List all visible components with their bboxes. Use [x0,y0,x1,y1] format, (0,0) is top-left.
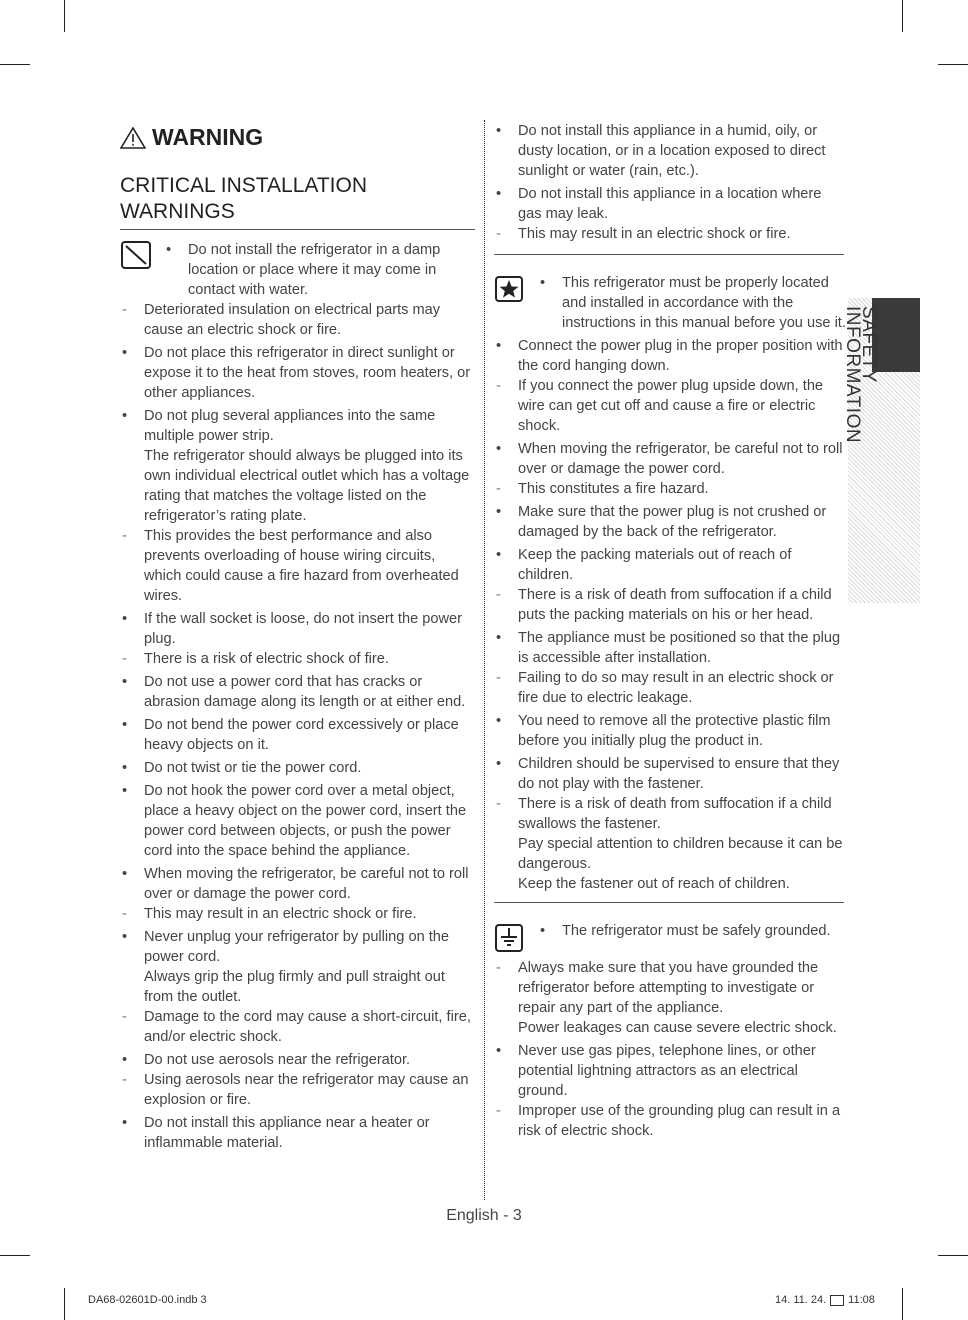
list-item: • The appliance must be positioned so that the plug is accessible after installation. [494,628,848,668]
side-tab-marker [872,298,920,372]
list-item: Always grip the plug firmly and pull straight out from the outlet. [144,969,445,1005]
list-item: - This may result in an electric shock or fire. [494,224,848,244]
list-item: • The refrigerator must be safely grounded. [538,921,848,941]
ground-icon [494,923,524,953]
crop-mark [902,1288,903,1320]
crop-mark [64,1288,65,1320]
list-item: • You need to remove all the protective plastic film before you initially plug the product in. [494,711,848,751]
list-item: Keep the fastener out of reach of children. [518,876,790,892]
list-item: • Never use gas pipes, telephone lines, or other potential lightning attractors as an electrical ground. [494,1041,848,1101]
list-item: • If the wall socket is loose, do not insert the power plug. [120,609,475,649]
list-item: • Do not hook the power cord over a metal object, place a heavy object on the power cord, insert the power cord between objects, or push the power cord into the space behind the appliance. [120,781,475,861]
right-bottom-list [494,958,848,1141]
list-item: - Failing to do so may result in an electric shock or fire due to electric leakage. [494,668,848,708]
crop-mark [64,0,65,32]
separator [494,902,844,903]
right-column [494,118,848,1141]
separator [494,254,844,255]
warning-triangle-icon [120,127,146,149]
column-divider [484,120,485,1200]
list-item: - There is a risk of death from suffocation if a child swallows the fastener. [494,794,848,834]
list-item: • This refrigerator must be properly located and installed in accordance with the instructions in this manual before you use it. [538,273,848,333]
important-star-icon [494,275,524,303]
list-item: • Do not install this appliance near a heater or inflammable material. [120,1113,475,1153]
page-number: English - 3 [446,1207,522,1224]
list-item: • When moving the refrigerator, be careful not to roll over or damage the power cord. [494,439,848,479]
list-item: • Never unplug your refrigerator by pulling on the power cord. [120,927,475,967]
list-item: • Connect the power plug in the proper position with the cord hanging down. [494,336,848,376]
section-side-tab [842,298,920,603]
prohibition-icon [120,240,152,270]
list-item: • Do not install this appliance in a humid, oily, or dusty location, or in a location exposed to direct sunlight or water (rain, etc.). [494,121,848,181]
list-item: • Do not bend the power cord excessively or place heavy objects on it. [120,715,475,755]
list-item: • Do not use a power cord that has cracks or abrasion damage along its length or at either end. [120,672,475,712]
crop-mark [0,64,30,65]
list-item: - Damage to the cord may cause a short-circuit, fire, and/or electric shock. [120,1007,475,1047]
clock-icon [830,1295,844,1306]
list-item: • Do not install this appliance in a location where gas may leak. [494,184,848,224]
crop-mark [0,1255,30,1256]
print-time: 11:08 [848,1294,875,1306]
left-list [120,300,475,1153]
crop-mark [902,0,903,32]
list-item: • Do not install the refrigerator in a damp location or place where it may come in contact with water. [164,240,475,300]
list-item: - There is a risk of death from suffocation if a child puts the packing materials on his or her head. [494,585,848,625]
list-item: • Do not plug several appliances into the same multiple power strip. [120,406,475,446]
crop-mark [938,64,968,65]
warning-title: WARNING [152,124,264,150]
side-tab-label: SAFETY INFORMATION [842,306,879,444]
list-item: Pay special attention to children because it can be dangerous. [518,836,843,872]
list-item: • Make sure that the power plug is not crushed or damaged by the back of the refrigerator. [494,502,848,542]
right-mid-list [494,336,848,894]
list-item: • Do not twist or tie the power cord. [120,758,475,778]
list-item: • Do not use aerosols near the refrigerator. [120,1050,475,1070]
list-item: • Children should be supervised to ensure that they do not play with the fastener. [494,754,848,794]
left-column [120,124,475,1153]
list-item: Power leakages can cause severe electric shock. [518,1020,837,1036]
list-item: The refrigerator should always be plugged into its own individual electrical outlet which has a voltage rating that matches the voltage listed on the refrigerator’s rating plate. [144,448,470,524]
list-item: - Using aerosols near the refrigerator may cause an explosion or fire. [120,1070,475,1110]
list-item: - If you connect the power plug upside down, the wire can get cut off and cause a fire or electric shock. [494,376,848,436]
section-title: CRITICAL INSTALLATION WARNINGS [120,173,475,230]
list-item: - Improper use of the grounding plug can result in a risk of electric shock. [494,1101,848,1141]
crop-mark [938,1255,968,1256]
list-item: • When moving the refrigerator, be careful not to roll over or damage the power cord. [120,864,475,904]
list-item: - This may result in an electric shock or fire. [120,904,475,924]
list-item: - Always make sure that you have grounded the refrigerator before attempting to investigate or repair any part of the appliance. [494,958,848,1018]
warning-heading [120,124,475,151]
print-date: 14. 11. 24. [775,1294,827,1306]
prohibition-block [120,240,475,300]
list-item: - This provides the best performance and also prevents overloading of house wiring circuits, which could cause a fire hazard from overheated wires. [120,526,475,606]
list-item: • Do not place this refrigerator in direct sunlight or expose it to the heat from stoves, room heaters, or other appliances. [120,343,475,403]
list-item: - Deteriorated insulation on electrical parts may cause an electric shock or fire. [120,300,475,340]
right-top-list [494,121,848,244]
file-name: DA68-02601D-00.indb 3 [88,1294,207,1306]
list-item: • Keep the packing materials out of reach of children. [494,545,848,585]
print-timestamp [775,1294,875,1306]
list-item: - This constitutes a fire hazard. [494,479,848,499]
list-item: - There is a risk of electric shock of fire. [120,649,475,669]
ground-block [494,921,848,958]
important-block [494,273,848,333]
